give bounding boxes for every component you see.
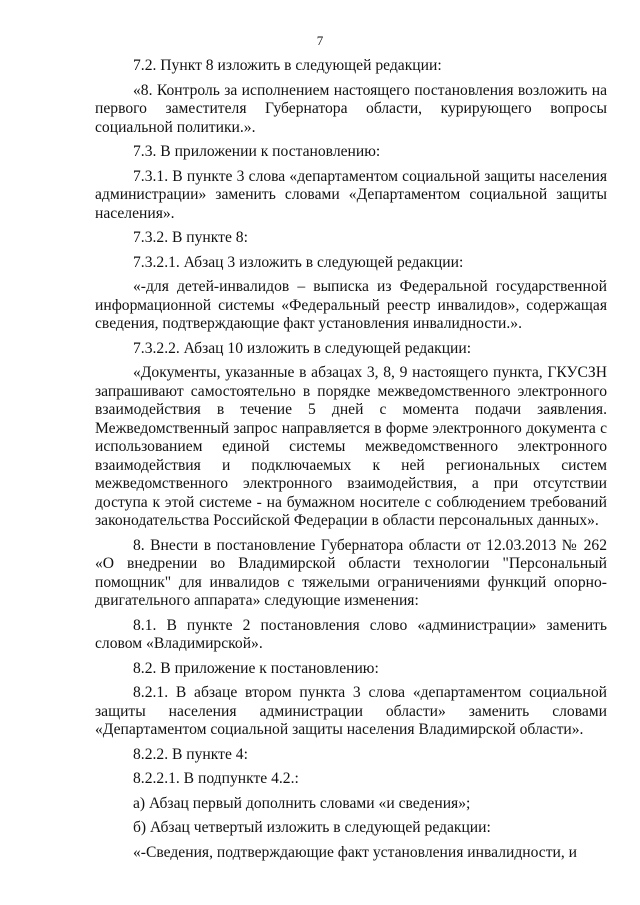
paragraph-8-quote: «8. Контроль за исполнением настоящего постановления возложить на первого заместителя Губернатора области, курирующего вопросы социальной политики.». (95, 81, 607, 136)
paragraph-8-1: 8.1. В пункте 2 постановления слово «администрации» заменить словом «Владимирской». (95, 616, 607, 652)
paragraph-documents: «Документы, указанные в абзацах 3, 8, 9 настоящего пункта, ГКУСЗН запрашивают самостоятельно в порядке межведомственного электронного взаимодействия в течение 5 дней с момента подачи заявления. Межведомственный запрос направляется в форме электронного документа с использованием единой системы межведомственного электронного взаимодействия и подключаемых к ней региональных систем межведомственного электронного взаимодействия, а при отсутствии доступа к этой системе - на бумажном носителе с соблюдением требований законодательства Российской Федерации в области персональных данных». (95, 364, 607, 529)
paragraph-8-2-2-1: 8.2.2.1. В подпункте 4.2.: (133, 770, 299, 787)
paragraph-7-3: 7.3. В приложении к постановлению: (133, 143, 381, 160)
paragraph-7-3-1: 7.3.1. В пункте 3 слова «департаментом социальной защиты населения администрации» заменить словами «Департаментом социальной защиты населения». (95, 167, 607, 222)
paragraph-8-2-2: 8.2.2. В пункте 4: (133, 745, 248, 763)
paragraph-b: б) Абзац четвертый изложить в следующей редакции: (133, 819, 491, 836)
paragraph-svedeniya: «-Сведения, подтверждающие факт установления инвалидности, и (133, 843, 578, 861)
paragraph-7-3-2-2: 7.3.2.2. Абзац 10 изложить в следующей редакции: (133, 339, 472, 357)
page-number: 7 (316, 33, 324, 48)
paragraph-8-2: 8.2. В приложение к постановлению: (133, 659, 379, 677)
paragraph-8-2-1: 8.2.1. В абзаце втором пункта 3 слова «департаментом социальной защиты населения администрации области» заменить словами «Департаментом социальной защиты населения Владимирской области». (95, 684, 607, 738)
paragraph-8: 8. Внести в постановление Губернатора области от 12.03.2013 № 262 «О внедрении во Владимирской области технологии "Персональный помощник" для инвалидов с тяжелыми ограничениями функций опорно-двигательного аппарата» следующие изменения: (95, 536, 607, 609)
paragraph-a: а) Абзац первый дополнить словами «и сведения»; (133, 794, 471, 812)
paragraph-7-3-2-1: 7.3.2.1. Абзац 3 изложить в следующей редакции: (133, 253, 464, 271)
paragraph-7-3-2: 7.3.2. В пункте 8: (133, 229, 248, 246)
paragraph-7-2: 7.2. Пункт 8 изложить в следующей редакции: (133, 57, 442, 74)
paragraph-children-disabled: «-для детей-инвалидов – выписка из Федеральной государственной информационной системы «Федеральный реестр инвалидов», содержащая сведения, подтверждающие факт установления инвалидности.». (95, 278, 607, 332)
document-body (95, 57, 607, 868)
